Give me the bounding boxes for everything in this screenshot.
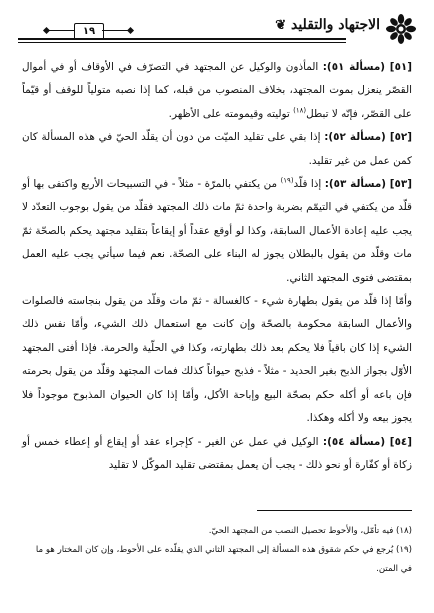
issue-53 bbox=[22, 173, 412, 290]
issue-text: إذا بقي على تقليد الميّت من دون أن يقلّد الحيّ في هذه المسألة كان كمن عمل من غير تقليد. bbox=[22, 131, 412, 167]
issue-text: إذا قلّد bbox=[293, 178, 322, 191]
chapter-title bbox=[272, 17, 380, 33]
issue-text: المأذون والوكيل عن المجتهد في التصرّف في الأوقاف أو في أموال القصّر ينعزل بموت المجتهد، بخلاف المنصوب من قبله، كما إذا نصبه متولياً للوقف أو قيّماً على القصّر، فإنّه لا تبطل bbox=[22, 61, 412, 120]
issue-52 bbox=[22, 126, 412, 173]
footnote-ref[interactable]: (١٩) bbox=[280, 176, 294, 185]
footnote-ref[interactable]: (١٨) bbox=[293, 106, 307, 115]
page-number: ١٩ bbox=[74, 23, 104, 40]
footnote-18: (١٨) فيه تأمّل، والأحوط تحصيل النصب من المجتهد الحيّ. bbox=[208, 526, 412, 536]
issue-text-cont: من يكتفي بالمرّة - مثلاً - في التسبيحات الأربع واكتفى بها أو قلّد من يكتفي في التيمّم بضربة واحدة ثمّ مات ذلك المجتهد فقلّد من يقول بوجوب التعدّد لا يجب عليه إعادة الأعمال السابقة، وكذا لو أوقع عقداً أو إيقاعاً بتقليد مجتهد يحكم بالصحّة ثمّ مات وقلّد من يقول بالبطلان يجوز له البناء على الصحّة. نعم فيما سيأتي يجب عليه العمل بمقتضى فتوى المجتهد الثاني. bbox=[22, 178, 412, 284]
issue-54 bbox=[22, 431, 412, 478]
floral-emblem-icon bbox=[386, 14, 416, 44]
issue-text: الوكيل في عمل عن الغير - كإجراء عقد أو إيقاع أو إعطاء خمس أو زكاة أو كفّارة أو نحو ذلك - يجب أن يعمل بمقتضى تقليد الموكّل لا تقليد bbox=[22, 435, 412, 471]
issue-text-cont: توليته وقيمومته على الأظهر. bbox=[168, 107, 294, 120]
footnote-19: (١٩) يُرجع في حكم شقوق هذه المسألة إلى المجتهد الثاني الذي يقلّده على الأحوط، وإن كان المختار هو ما في المتن. bbox=[35, 545, 412, 574]
issue-label: [٥١] (مسألة ٥١): bbox=[322, 61, 412, 73]
header-ornament-diamond bbox=[43, 27, 50, 34]
footnote-separator bbox=[257, 510, 412, 511]
header-rule-thin bbox=[18, 42, 346, 43]
main-text bbox=[22, 56, 412, 477]
footnotes bbox=[22, 522, 412, 579]
chapter-title-text: الاجتهاد والتقليد bbox=[290, 17, 380, 33]
page-header bbox=[18, 14, 416, 48]
header-rule bbox=[18, 38, 346, 40]
paragraph-text: وأمّا إذا قلّد من يقول بطهارة شيء - كالغسالة - ثمّ مات وقلّد من يقول بنجاسته فالصلوات والأعمال السابقة محكومة بالصحّة وإن كانت مع استعمال ذلك الشيء، وأمّا نفس ذلك الشيء إذا كان باقياً فلا يحكم بعد ذلك بطهارته، وكذا في الحلّية والحرمة. فإذا أفتى المجتهد الأوّل بجواز الذبح بغير الحديد - مثلاً - فذبح حيواناً كذلك فمات المجتهد وقلّد من يقول بحرمته فإن باعه أو أكله حكم بصحّة البيع وإباحة الأكل، وأمّا إذا كان الحيوان المذبوح موجوداً فلا يجوز بيعه ولا أكله وهكذا. bbox=[22, 295, 412, 425]
issue-53-continued bbox=[22, 290, 412, 430]
issue-label: [٥٣] (مسألة ٥٣): bbox=[324, 178, 412, 191]
header-ornament-diamond bbox=[127, 27, 134, 34]
issue-label: [٥٤] (مسألة ٥٤): bbox=[322, 435, 412, 448]
issue-label: [٥٢] (مسألة ٥٢): bbox=[324, 131, 413, 144]
swirl-ornament-icon: ❦ bbox=[275, 18, 287, 33]
issue-51 bbox=[22, 56, 412, 126]
